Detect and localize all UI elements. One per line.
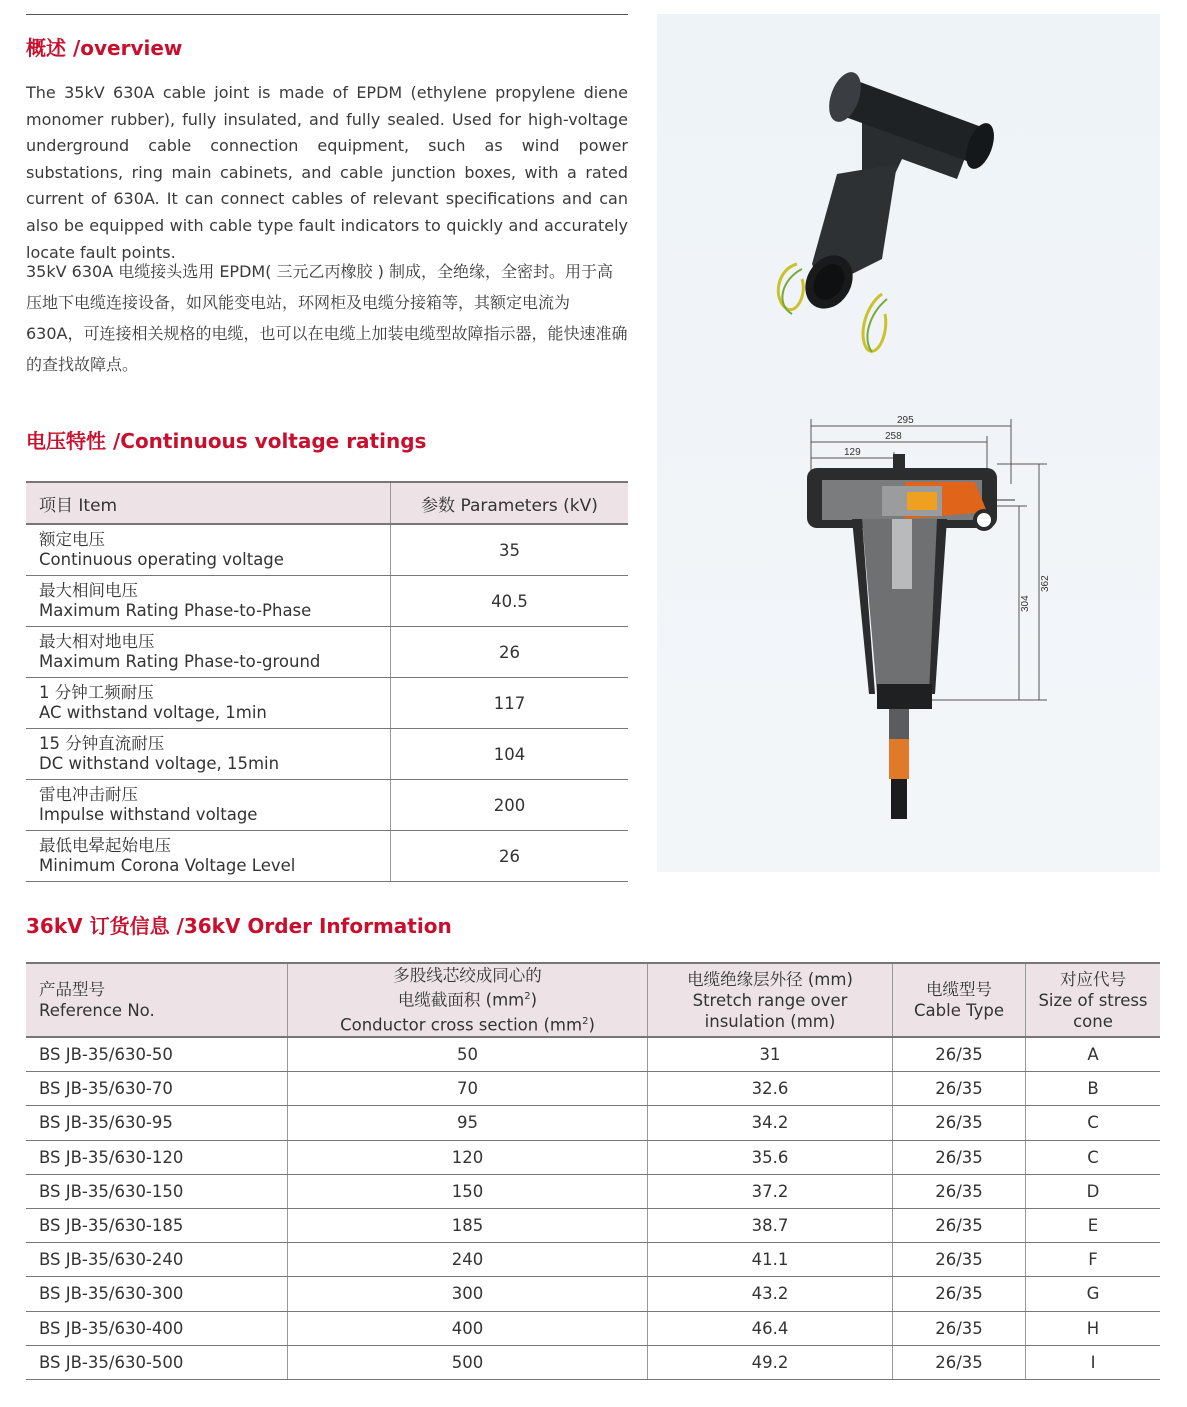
voltage-value: 117 xyxy=(391,678,629,729)
order-cable-type: 26/35 xyxy=(893,1208,1026,1242)
header-insulation xyxy=(648,963,893,1037)
close-a: ) xyxy=(530,990,538,1010)
order-stress-cone: E xyxy=(1026,1208,1161,1242)
header-cond-cn2: 电缆截面积 (mm xyxy=(397,990,525,1010)
voltage-item xyxy=(26,678,391,729)
order-cable-type: 26/35 xyxy=(893,1243,1026,1277)
order-cable-type: 26/35 xyxy=(893,1140,1026,1174)
order-cable-type: 26/35 xyxy=(893,1037,1026,1072)
order-insulation: 32.6 xyxy=(648,1072,893,1106)
order-ref: BS JB-35/630-500 xyxy=(26,1345,288,1379)
order-cable-type: 26/35 xyxy=(893,1345,1026,1379)
voltage-table-header xyxy=(26,482,628,524)
voltage-item-cn: 额定电压 xyxy=(39,530,105,549)
voltage-row xyxy=(26,780,628,831)
order-insulation: 41.1 xyxy=(648,1243,893,1277)
voltage-value: 26 xyxy=(391,627,629,678)
voltage-item-en: Continuous operating voltage xyxy=(39,550,284,569)
header-parameters: 参数 Parameters (kV) xyxy=(391,482,629,524)
order-table-header xyxy=(26,963,1160,1037)
order-stress-cone: F xyxy=(1026,1243,1161,1277)
order-table xyxy=(26,962,1160,1380)
header-ins-en1: Stretch range over xyxy=(692,990,848,1010)
voltage-value: 200 xyxy=(391,780,629,831)
order-row xyxy=(26,1243,1160,1277)
order-section: 185 xyxy=(288,1208,648,1242)
order-row xyxy=(26,1072,1160,1106)
order-insulation: 46.4 xyxy=(648,1311,893,1345)
order-stress-cone: D xyxy=(1026,1174,1161,1208)
voltage-item xyxy=(26,831,391,882)
order-row xyxy=(26,1140,1160,1174)
order-insulation: 43.2 xyxy=(648,1277,893,1311)
voltage-value: 40.5 xyxy=(391,576,629,627)
product-photo xyxy=(778,68,999,352)
close-b: ) xyxy=(588,1015,595,1034)
order-insulation: 38.7 xyxy=(648,1208,893,1242)
header-cone-en2: cone xyxy=(1073,1011,1113,1031)
voltage-item-cn: 最低电晕起始电压 xyxy=(39,836,171,855)
order-section: 50 xyxy=(288,1037,648,1072)
order-ref: BS JB-35/630-300 xyxy=(26,1277,288,1311)
order-section: 120 xyxy=(288,1140,648,1174)
order-insulation: 31 xyxy=(648,1037,893,1072)
order-stress-cone: H xyxy=(1026,1311,1161,1345)
order-cable-type: 26/35 xyxy=(893,1174,1026,1208)
voltage-item xyxy=(26,780,391,831)
voltage-row xyxy=(26,576,628,627)
header-cone-cn: 对应代号 xyxy=(1060,969,1126,989)
order-stress-cone: G xyxy=(1026,1277,1161,1311)
voltage-item-en: Minimum Corona Voltage Level xyxy=(39,856,296,875)
order-row xyxy=(26,1277,1160,1311)
order-ref: BS JB-35/630-120 xyxy=(26,1140,288,1174)
order-stress-cone: A xyxy=(1026,1037,1161,1072)
header-reference xyxy=(26,963,288,1037)
sup-b: 2 xyxy=(582,1015,589,1027)
header-cond-cn1: 多股线芯绞成同心的 xyxy=(393,966,542,985)
order-section: 240 xyxy=(288,1243,648,1277)
order-insulation: 49.2 xyxy=(648,1345,893,1379)
order-ref: BS JB-35/630-150 xyxy=(26,1174,288,1208)
order-row xyxy=(26,1106,1160,1140)
order-cable-type: 26/35 xyxy=(893,1072,1026,1106)
header-type-cn: 电缆型号 xyxy=(926,980,992,999)
header-ref-cn: 产品型号 xyxy=(39,980,105,999)
order-ref: BS JB-35/630-400 xyxy=(26,1311,288,1345)
voltage-item-cn: 最大相间电压 xyxy=(39,581,138,600)
voltage-table xyxy=(26,481,628,882)
order-cable-type: 26/35 xyxy=(893,1106,1026,1140)
dim-129: 129 xyxy=(844,447,861,458)
voltage-item-cn: 15 分钟直流耐压 xyxy=(39,734,165,753)
voltage-row xyxy=(26,524,628,576)
technical-diagram xyxy=(807,415,1051,819)
dim-258: 258 xyxy=(885,431,902,442)
voltage-value: 104 xyxy=(391,729,629,780)
dim-362: 362 xyxy=(1040,575,1051,592)
header-cable-type xyxy=(893,963,1026,1037)
order-section: 300 xyxy=(288,1277,648,1311)
voltage-item-en: DC withstand voltage, 15min xyxy=(39,754,280,773)
header-ins-en2: insulation (mm) xyxy=(704,1011,836,1031)
header-conductor xyxy=(288,963,648,1037)
voltage-item xyxy=(26,524,391,576)
voltage-item-en: AC withstand voltage, 1min xyxy=(39,703,267,722)
order-ref: BS JB-35/630-70 xyxy=(26,1072,288,1106)
top-divider xyxy=(26,14,628,15)
order-section: 500 xyxy=(288,1345,648,1379)
header-stress-cone xyxy=(1026,963,1161,1037)
order-ref: BS JB-35/630-95 xyxy=(26,1106,288,1140)
order-insulation: 34.2 xyxy=(648,1106,893,1140)
header-item: 项目 Item xyxy=(26,482,391,524)
voltage-row xyxy=(26,678,628,729)
order-row xyxy=(26,1208,1160,1242)
dim-295: 295 xyxy=(897,415,914,426)
voltage-item-cn: 最大相对地电压 xyxy=(39,632,155,651)
voltage-item xyxy=(26,576,391,627)
order-cable-type: 26/35 xyxy=(893,1311,1026,1345)
voltage-item-en: Maximum Rating Phase-to-ground xyxy=(39,652,321,671)
order-ref: BS JB-35/630-240 xyxy=(26,1243,288,1277)
order-insulation: 37.2 xyxy=(648,1174,893,1208)
order-insulation: 35.6 xyxy=(648,1140,893,1174)
voltage-row xyxy=(26,627,628,678)
order-row xyxy=(26,1174,1160,1208)
voltage-value: 35 xyxy=(391,524,629,576)
voltage-item-cn: 雷电冲击耐压 xyxy=(39,785,138,804)
header-type-en: Cable Type xyxy=(914,1001,1004,1020)
order-stress-cone: B xyxy=(1026,1072,1161,1106)
order-stress-cone: I xyxy=(1026,1345,1161,1379)
order-row xyxy=(26,1345,1160,1379)
voltage-row xyxy=(26,831,628,882)
voltage-item-en: Maximum Rating Phase-to-Phase xyxy=(39,601,312,620)
dim-304: 304 xyxy=(1020,595,1031,612)
order-section: 150 xyxy=(288,1174,648,1208)
product-image-panel xyxy=(657,14,1160,872)
voltage-item xyxy=(26,627,391,678)
order-row xyxy=(26,1037,1160,1072)
order-section: 95 xyxy=(288,1106,648,1140)
overview-text-en: The 35kV 630A cable joint is made of EPDM (ethylene propylene diene monomer rubber), fully insulated, and fully sealed. Used for high-voltage underground cable connection equipment, such as wind power substations, ring main cabinets, and cable junction boxes, with a rated current of 630A. It can connect cables of relevant specifications and can also be equipped with cable type fault indicators to quickly and accurately locate fault points. xyxy=(26,83,628,262)
voltage-row xyxy=(26,729,628,780)
voltage-item xyxy=(26,729,391,780)
header-cone-en1: Size of stress xyxy=(1038,990,1148,1010)
header-cond-en: Conductor cross section (mm xyxy=(340,1015,583,1034)
voltage-value: 26 xyxy=(391,831,629,882)
overview-text-cn: 35kV 630A 电缆接头选用 EPDM( 三元乙丙橡胶 ) 制成，全绝缘，全密封。用于高压地下电缆连接设备，如风能变电站，环网柜及电缆分接箱等，其额定电流为 630A，可连接相关规格的电缆，也可以在电缆上加装电缆型故障指示器，能快速准确的查找故障点。 xyxy=(26,262,628,374)
order-ref: BS JB-35/630-50 xyxy=(26,1037,288,1072)
sup-a: 2 xyxy=(524,991,531,1002)
order-section: 400 xyxy=(288,1311,648,1345)
order-stress-cone: C xyxy=(1026,1140,1161,1174)
voltage-item-cn: 1 分钟工频耐压 xyxy=(39,683,154,702)
header-ins-cn: 电缆绝缘层外径 (mm) xyxy=(687,969,853,989)
order-section: 70 xyxy=(288,1072,648,1106)
voltage-item-en: Impulse withstand voltage xyxy=(39,805,258,824)
order-cable-type: 26/35 xyxy=(893,1277,1026,1311)
order-stress-cone: C xyxy=(1026,1106,1161,1140)
order-title: 36kV 订货信息 /36kV Order Information xyxy=(26,914,452,938)
order-row xyxy=(26,1311,1160,1345)
header-ref-en: Reference No. xyxy=(39,1001,155,1020)
overview-title: 概述 /overview xyxy=(26,36,183,60)
product-illustration xyxy=(657,14,1160,872)
voltage-title: 电压特性 /Continuous voltage ratings xyxy=(26,429,427,453)
order-ref: BS JB-35/630-185 xyxy=(26,1208,288,1242)
